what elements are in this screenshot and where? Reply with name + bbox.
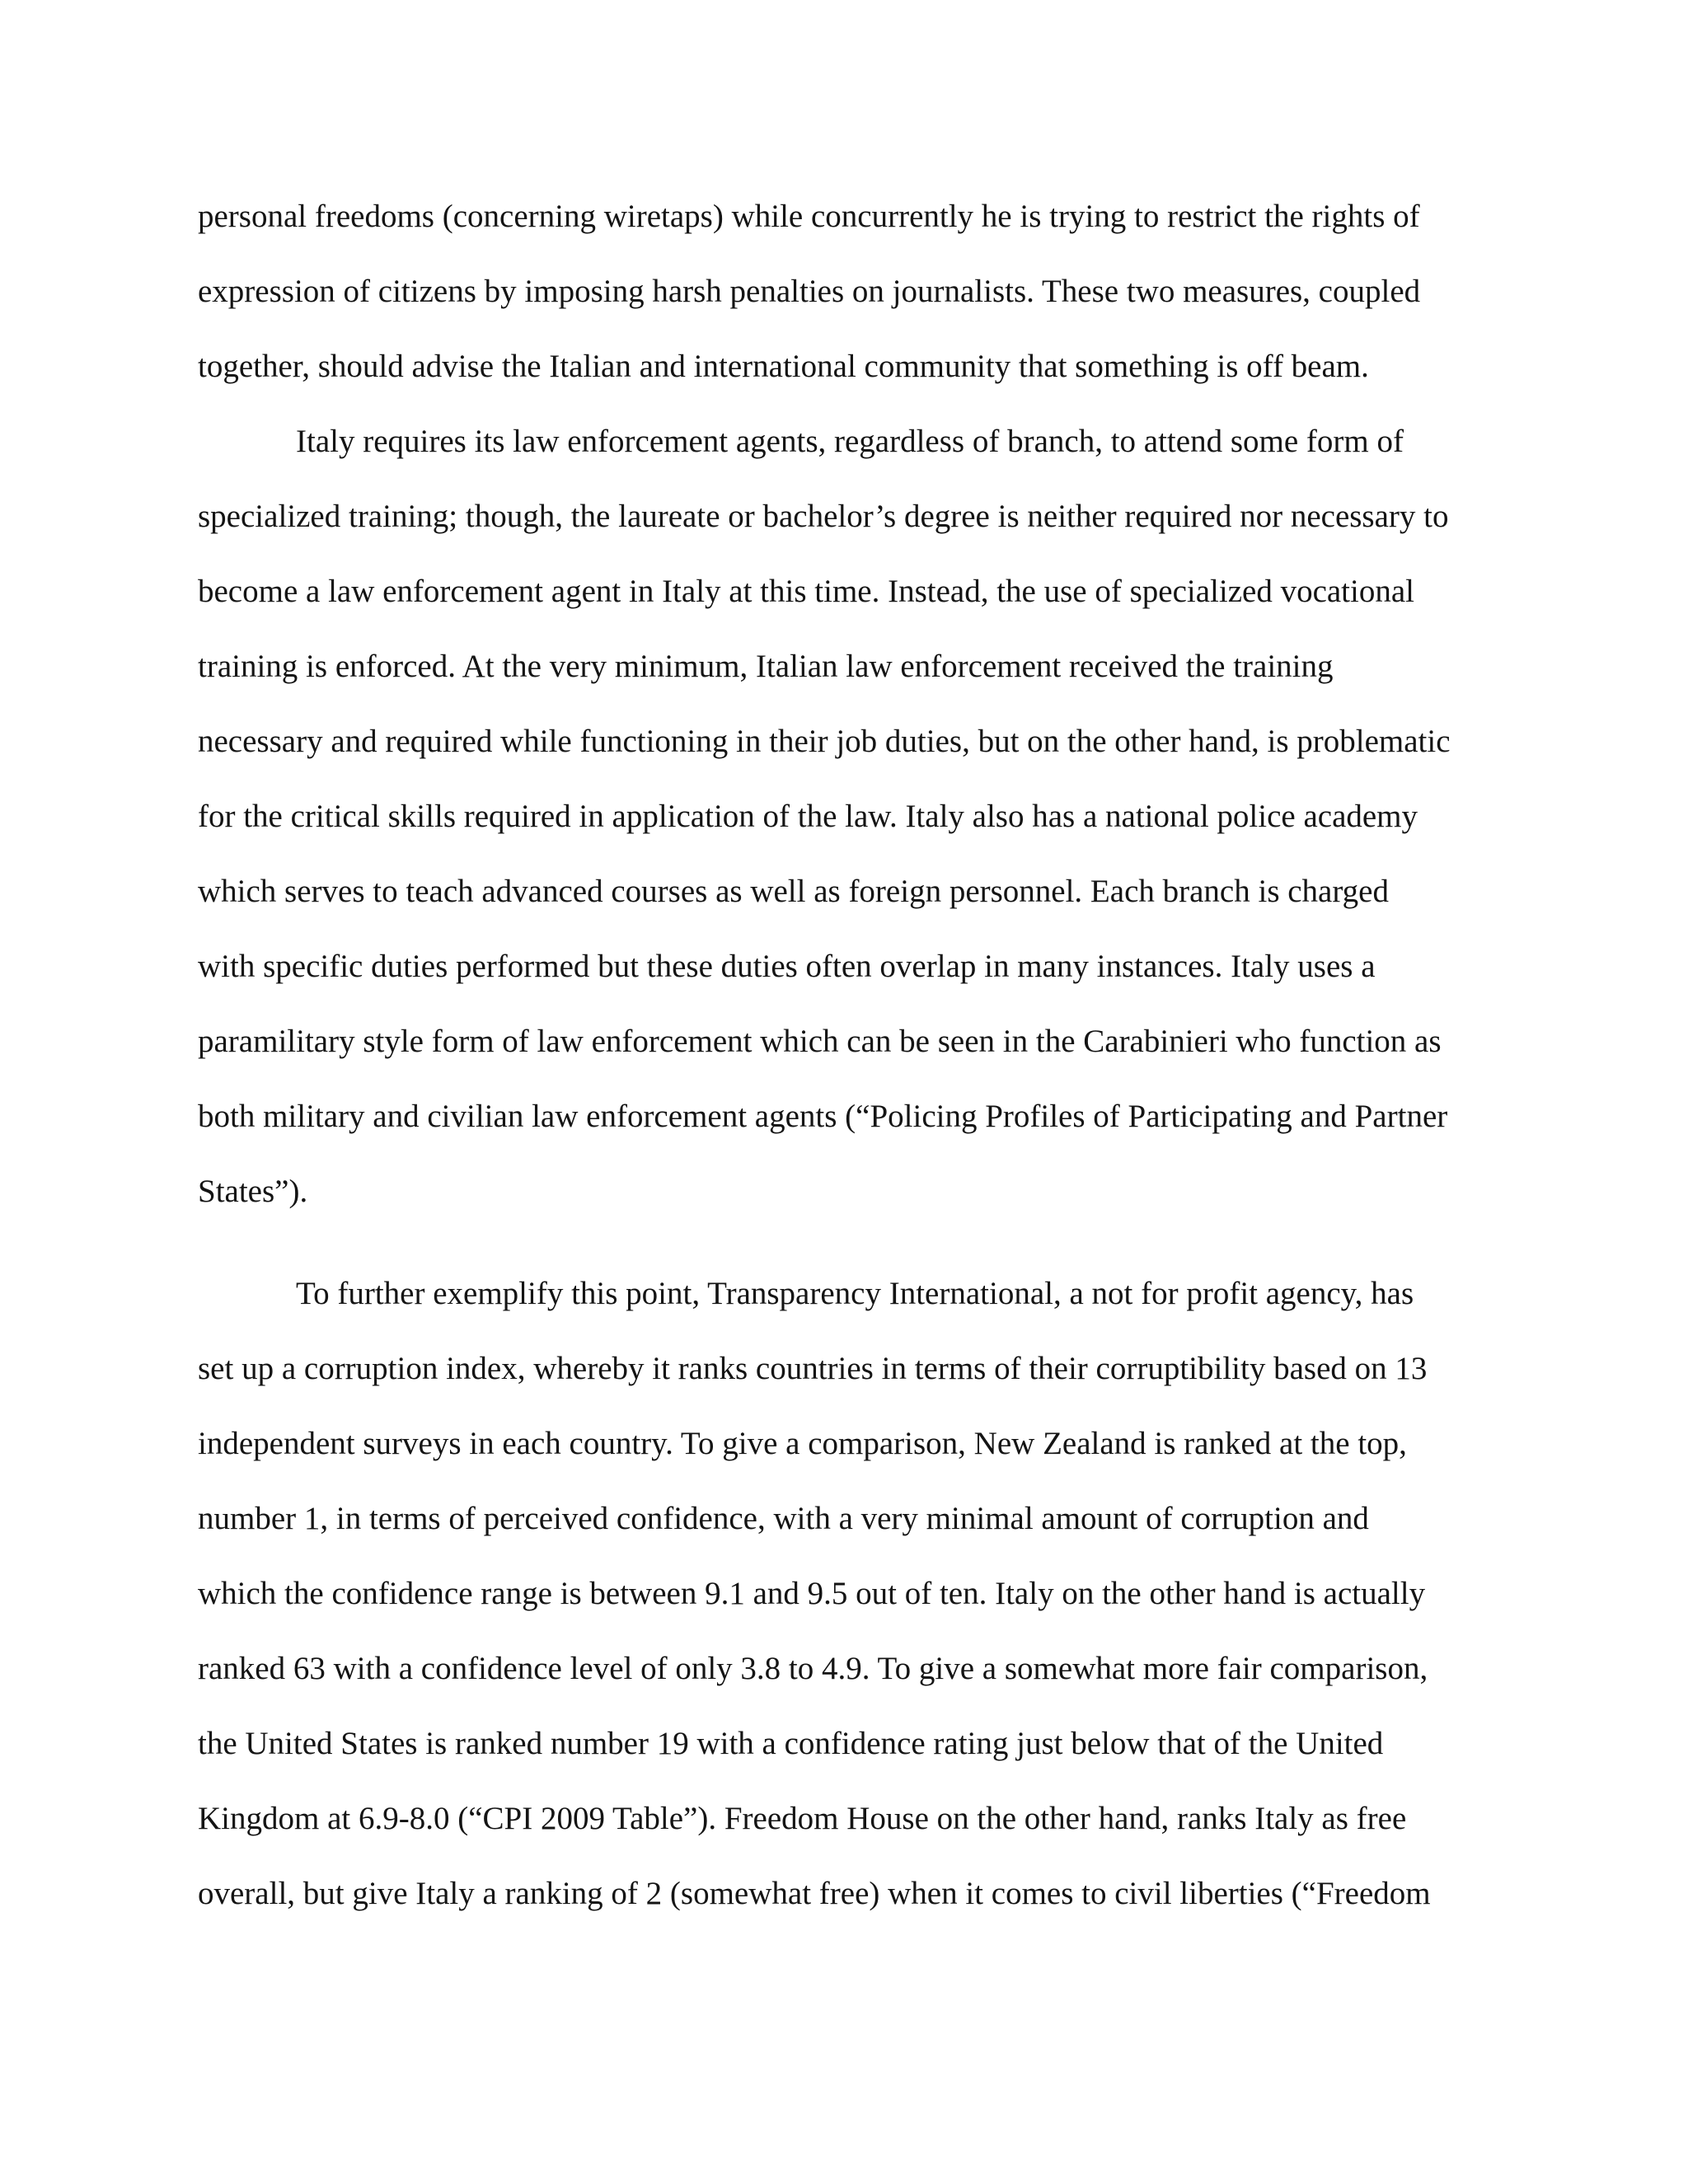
paragraph-3-line-2: set up a corruption index, whereby it ranks countries in terms of their corruptibility based on 13 [198, 1351, 1428, 1386]
paragraph-1-line-1: personal freedoms (concerning wiretaps) while concurrently he is trying to restrict the rights of [198, 199, 1420, 234]
paragraph-2-line-6: for the critical skills required in application of the law. Italy also has a national police academy [198, 799, 1418, 834]
paragraph-2-line-2: specialized training; though, the laureate or bachelor’s degree is neither required nor necessary to [198, 499, 1449, 534]
paragraph-3-line-1: To further exemplify this point, Transparency International, a not for profit agency, has [296, 1276, 1414, 1311]
paragraph-2-line-4: training is enforced. At the very minimum, Italian law enforcement received the training [198, 649, 1334, 684]
paragraph-1-line-3: together, should advise the Italian and international community that something is off beam. [198, 349, 1369, 384]
paragraph-2-line-3: become a law enforcement agent in Italy at this time. Instead, the use of specialized vocational [198, 574, 1415, 609]
paragraph-2-line-10: both military and civilian law enforcement agents (“Policing Profiles of Participating and Partner [198, 1099, 1448, 1134]
paragraph-1-line-2: expression of citizens by imposing harsh penalties on journalists. These two measures, coupled [198, 274, 1421, 309]
paragraph-3-line-8: Kingdom at 6.9-8.0 (“CPI 2009 Table”). Freedom House on the other hand, ranks Italy as free [198, 1801, 1407, 1836]
paragraph-2-line-7: which serves to teach advanced courses as well as foreign personnel. Each branch is charged [198, 874, 1389, 909]
paragraph-3-line-4: number 1, in terms of perceived confidence, with a very minimal amount of corruption and [198, 1501, 1369, 1536]
paragraph-2-line-5: necessary and required while functioning in their job duties, but on the other hand, is problematic [198, 724, 1451, 759]
paragraph-3-line-3: independent surveys in each country. To give a comparison, New Zealand is ranked at the top, [198, 1426, 1407, 1461]
paragraph-2-line-11: States”). [198, 1174, 308, 1209]
paragraph-2-line-1: Italy requires its law enforcement agents, regardless of branch, to attend some form of [296, 424, 1404, 459]
paragraph-2-line-8: with specific duties performed but these duties often overlap in many instances. Italy uses a [198, 949, 1376, 984]
paragraph-3-line-6: ranked 63 with a confidence level of only 3.8 to 4.9. To give a somewhat more fair comparison, [198, 1651, 1428, 1686]
paragraph-3-line-5: which the confidence range is between 9.1 and 9.5 out of ten. Italy on the other hand is actually [198, 1576, 1426, 1611]
paragraph-3-line-7: the United States is ranked number 19 with a confidence rating just below that of the United [198, 1726, 1384, 1761]
paragraph-2-line-9: paramilitary style form of law enforcement which can be seen in the Carabinieri who function as [198, 1024, 1442, 1059]
paragraph-3-line-9: overall, but give Italy a ranking of 2 (somewhat free) when it comes to civil liberties (“Freedom [198, 1876, 1431, 1911]
